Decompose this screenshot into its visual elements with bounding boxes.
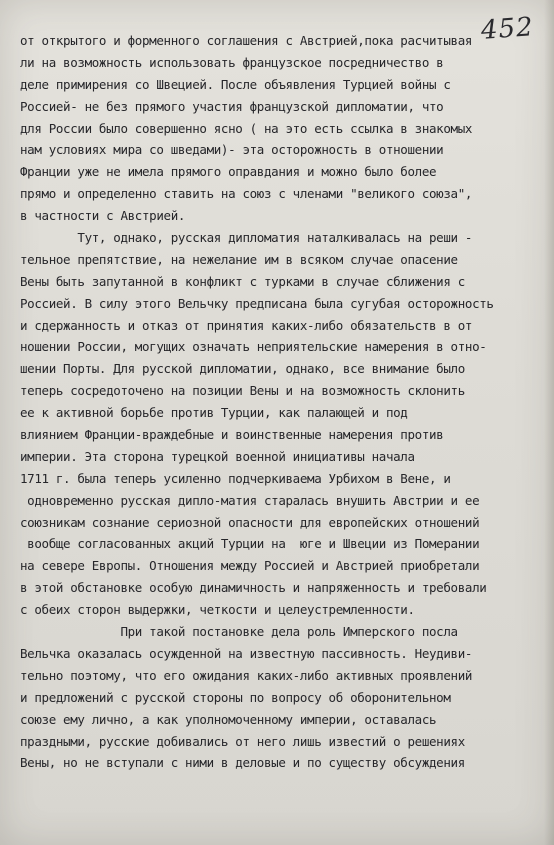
text-line: одновременно русская дипло-матия старалась внушить Австрии и ее bbox=[20, 492, 480, 508]
text-line: и сдержанность и отказ от принятия каких-либо обязательств в от bbox=[20, 317, 473, 333]
text-line: от открытого и форменного соглашения с Австрией,пока расчитывая bbox=[20, 33, 473, 48]
text-line: ее к активной борьбе против Турции, как палающей и под bbox=[20, 405, 408, 421]
typed-text bbox=[20, 30, 540, 774]
text-line: тельное препятствие, на нежелание им в всяком случае опасение bbox=[20, 251, 458, 267]
text-line: в этой обстановке особую динамичность и напряженность и требовали bbox=[20, 580, 487, 596]
text-line: деле примирения со Швецией. После объявления Турцией войны с bbox=[20, 76, 451, 92]
text-line: шении Порты. Для русской дипломатии, однако, все внимание было bbox=[20, 361, 465, 377]
text-line: с обеих сторон выдержки, четкости и целеустремленности. bbox=[20, 602, 415, 618]
text-line: влиянием Франции-враждебные и воинственные намерения против bbox=[20, 427, 444, 443]
text-line: для России было совершенно ясно ( на это есть ссылка в знакомых bbox=[20, 120, 473, 136]
text-line: 1711 г. была теперь усиленно подчеркиваема Урбихом в Вене, и bbox=[20, 470, 451, 486]
text-line: праздными, русские добивались от него лишь известий о решениях bbox=[20, 733, 465, 749]
text-line: союзе ему лично, а как уполномоченному империи, оставалась bbox=[20, 711, 437, 727]
text-line: прямо и определенно ставить на союз с членами "великого союза", bbox=[20, 186, 473, 202]
text-line: империи. Эта сторона турецкой военной инициативы начала bbox=[20, 448, 415, 464]
text-line: Вены быть запутанной в конфликт с турками в случае сближения с bbox=[20, 273, 465, 289]
text-line: ли на возможность использовать французское посредничество в bbox=[20, 54, 444, 70]
text-line: и предложений с русской стороны по вопросу об оборонительном bbox=[20, 689, 451, 705]
text-line: Вельчка оказалась осужденной на известную пассивность. Неудиви- bbox=[20, 645, 473, 661]
text-line: Россией. В силу этого Вельчку предписана была сугубая осторожность bbox=[20, 295, 494, 311]
text-line: нам условиях мира со шведами)- эта осторожность в отношении bbox=[20, 142, 444, 158]
text-line: Франции уже не имела прямого оправдания и можно было более bbox=[20, 164, 437, 180]
text-line: тельно поэтому, что его ожидания каких-либо активных проявлений bbox=[20, 667, 473, 683]
text-line: вообще согласованных акций Турции на юге и Швеции из Померании bbox=[20, 536, 480, 552]
text-line: Вены, но не вступали с ними в деловые и по существу обсуждения bbox=[20, 755, 465, 771]
text-line: союзникам сознание сериозной опасности для европейских отношений bbox=[20, 514, 480, 530]
page-number: 452 bbox=[480, 12, 535, 46]
text-line: теперь сосредоточено на позиции Вены и на возможность склонить bbox=[20, 383, 465, 399]
text-line: Россией- не без прямого участия французской дипломатии, что bbox=[20, 98, 444, 114]
text-line: в частности с Австрией. bbox=[20, 208, 186, 224]
edge-shadow bbox=[544, 0, 554, 845]
text-line: Тут, однако, русская дипломатия наталкивалась на реши - bbox=[20, 230, 473, 246]
text-line: При такой постановке дела роль Имперского посла bbox=[20, 624, 458, 640]
text-line: на севере Европы. Отношения между Россией и Австрией приобретали bbox=[20, 558, 480, 574]
text-line: ношении России, могущих означать неприятельские намерения в отно- bbox=[20, 339, 487, 355]
